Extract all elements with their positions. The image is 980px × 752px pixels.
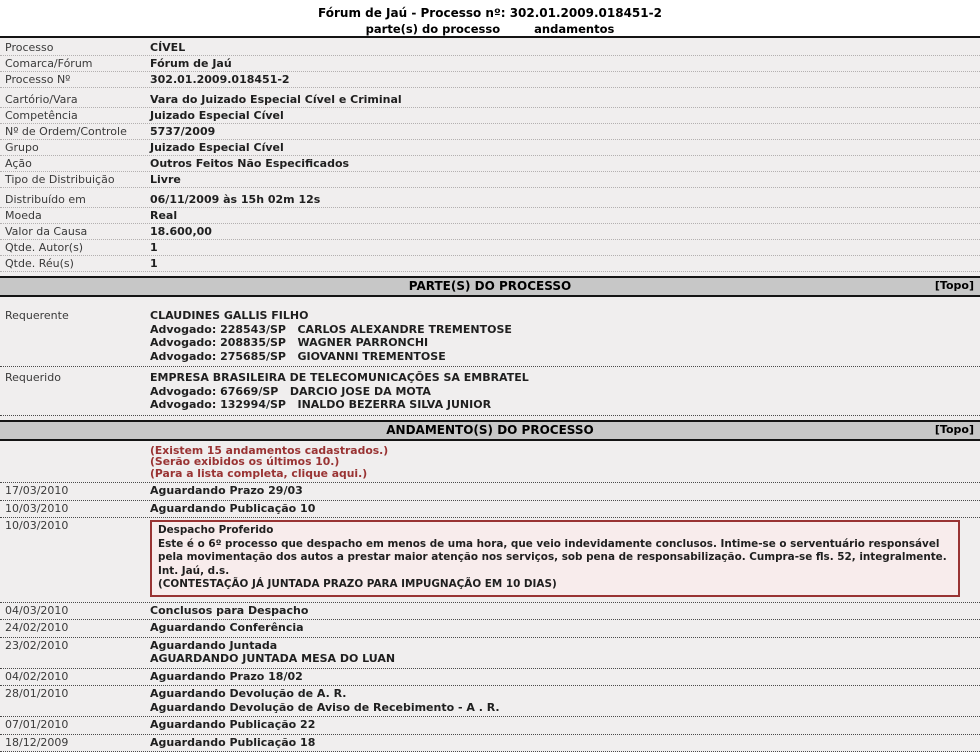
- movement-description: [150, 670, 980, 684]
- detail-row: [0, 224, 980, 240]
- movements-section-header: [0, 420, 980, 441]
- detail-row: [0, 56, 980, 72]
- movement-date: 23/02/2010: [0, 639, 150, 666]
- detail-value: Juizado Especial Cível: [150, 141, 980, 154]
- party-line: EMPRESA BRASILEIRA DE TELECOMUNICAÇÕES SA EMBRATEL: [150, 371, 972, 385]
- parties-section-title: PARTE(S) DO PROCESSO: [409, 279, 571, 293]
- movement-line: Aguardando Publicação 18: [150, 736, 972, 750]
- detail-label: Distribuído em: [0, 193, 150, 206]
- detail-label: Grupo: [0, 141, 150, 154]
- note-count-line: (Existem 15 andamentos cadastrados.): [150, 445, 980, 457]
- party-line: CLAUDINES GALLIS FILHO: [150, 309, 972, 323]
- party-row: [0, 297, 980, 367]
- movement-description: [150, 519, 980, 600]
- topo-link-movements[interactable]: [Topo]: [935, 423, 974, 437]
- detail-row: [0, 124, 980, 140]
- movement-line: AGUARDANDO JUNTADA MESA DO LUAN: [150, 652, 972, 666]
- movement-row: [0, 603, 980, 621]
- party-line: Advogado: 132994/SP INALDO BEZERRA SILVA JUNIOR: [150, 398, 972, 412]
- movement-date: 07/01/2010: [0, 718, 150, 732]
- detail-value: Real: [150, 209, 980, 222]
- movement-line: Aguardando Prazo 18/02: [150, 670, 972, 684]
- detail-value: 18.600,00: [150, 225, 980, 238]
- detail-value: Outros Feitos Não Especificados: [150, 157, 980, 170]
- detail-row: [0, 92, 980, 108]
- detail-value: 1: [150, 257, 980, 270]
- movement-description: [150, 687, 980, 714]
- movement-date: 10/03/2010: [0, 519, 150, 600]
- movement-row: [0, 638, 980, 669]
- detail-value: 06/11/2009 às 15h 02m 12s: [150, 193, 980, 206]
- detail-label: Processo Nº: [0, 73, 150, 86]
- nav-link-andamentos[interactable]: andamentos: [534, 22, 614, 36]
- movement-description: [150, 621, 980, 635]
- movement-description: [150, 639, 980, 666]
- detail-row: [0, 208, 980, 224]
- movement-description: [150, 718, 980, 732]
- movement-date: 04/03/2010: [0, 604, 150, 618]
- process-details-table: [0, 36, 980, 272]
- detail-label: Moeda: [0, 209, 150, 222]
- detail-row: [0, 240, 980, 256]
- detail-value: Livre: [150, 173, 980, 186]
- detail-label: Processo: [0, 41, 150, 54]
- movement-row: [0, 501, 980, 519]
- party-row: [0, 367, 980, 416]
- movement-date: 17/03/2010: [0, 484, 150, 498]
- party-lines: [150, 371, 980, 412]
- movement-line: Este é o 6º processo que despacho em menos de uma hora, que veio indevidamente conclusos. Intime-se o serventuário responsável pela movimentação dos autos a prestar maior atenção nos serviços, sob pena de responsabilização. Cumpra-se fls. 52, integralmente. Int. Jaú, d.s.: [158, 538, 952, 579]
- header-nav: [0, 22, 980, 36]
- detail-label: Competência: [0, 109, 150, 122]
- movement-row: [0, 518, 980, 603]
- detail-label: Valor da Causa: [0, 225, 150, 238]
- movement-line: Aguardando Publicação 22: [150, 718, 972, 732]
- movement-row: [0, 735, 980, 752]
- movement-row: [0, 669, 980, 687]
- movement-date: 04/02/2010: [0, 670, 150, 684]
- detail-row: [0, 72, 980, 88]
- detail-value: Fórum de Jaú: [150, 57, 980, 70]
- detail-row: [0, 156, 980, 172]
- movement-line: Conclusos para Despacho: [150, 604, 972, 618]
- detail-value: 302.01.2009.018451-2: [150, 73, 980, 86]
- movement-line: Aguardando Publicação 10: [150, 502, 972, 516]
- detail-label: Nº de Ordem/Controle: [0, 125, 150, 138]
- nav-link-partes[interactable]: parte(s) do processo: [366, 22, 500, 36]
- movement-line: Aguardando Juntada: [150, 639, 972, 653]
- note-shown-line: (Serão exibidos os últimos 10.): [150, 456, 980, 468]
- movements-section-title: ANDAMENTO(S) DO PROCESSO: [386, 423, 593, 437]
- movement-row: [0, 686, 980, 717]
- movement-description: [150, 502, 980, 516]
- movement-date: 28/01/2010: [0, 687, 150, 714]
- movement-line: Aguardando Prazo 29/03: [150, 484, 972, 498]
- movements-table: [0, 483, 980, 752]
- note-full-list-link[interactable]: (Para a lista completa, clique aqui.): [150, 468, 980, 480]
- detail-value: 1: [150, 241, 980, 254]
- detail-label: Cartório/Vara: [0, 93, 150, 106]
- movement-row: [0, 483, 980, 501]
- page-header: [0, 0, 980, 36]
- party-lines: [150, 309, 980, 363]
- movement-line: Aguardando Devolução de Aviso de Recebimento - A . R.: [150, 701, 972, 715]
- detail-value: CÍVEL: [150, 41, 980, 54]
- movement-description: [150, 736, 980, 750]
- movement-line: Aguardando Devolução de A. R.: [150, 687, 972, 701]
- party-line: Advogado: 67669/SP DARCIO JOSE DA MOTA: [150, 385, 972, 399]
- party-line: Advogado: 208835/SP WAGNER PARRONCHI: [150, 336, 972, 350]
- topo-link-parties[interactable]: [Topo]: [935, 279, 974, 293]
- movement-line: Despacho Proferido: [158, 524, 952, 538]
- detail-label: Qtde. Réu(s): [0, 257, 150, 270]
- movement-row: [0, 717, 980, 735]
- party-role: Requerido: [0, 371, 150, 412]
- detail-label: Tipo de Distribuição: [0, 173, 150, 186]
- detail-row: [0, 40, 980, 56]
- detail-value: Juizado Especial Cível: [150, 109, 980, 122]
- highlighted-movement-box: [150, 520, 960, 597]
- parties-table: [0, 297, 980, 416]
- movement-row: [0, 620, 980, 638]
- movement-date: 18/12/2009: [0, 736, 150, 750]
- detail-label: Ação: [0, 157, 150, 170]
- detail-row: [0, 140, 980, 156]
- detail-row: [0, 256, 980, 272]
- movement-date: 24/02/2010: [0, 621, 150, 635]
- page-title: Fórum de Jaú - Processo nº: 302.01.2009.018451-2: [0, 6, 980, 20]
- movement-description: [150, 604, 980, 618]
- detail-row: [0, 108, 980, 124]
- detail-value: 5737/2009: [150, 125, 980, 138]
- movement-line: (CONTESTAÇÃO JÁ JUNTADA PRAZO PARA IMPUGNAÇÃO EM 10 DIAS): [158, 578, 952, 592]
- parties-section-header: [0, 276, 980, 297]
- movement-line: Aguardando Conferência: [150, 621, 972, 635]
- detail-row: [0, 172, 980, 188]
- party-line: Advogado: 228543/SP CARLOS ALEXANDRE TREMENTOSE: [150, 323, 972, 337]
- movement-date: 10/03/2010: [0, 502, 150, 516]
- detail-value: Vara do Juizado Especial Cível e Criminal: [150, 93, 980, 106]
- movements-notes: [0, 441, 980, 484]
- party-role: Requerente: [0, 309, 150, 363]
- detail-row: [0, 192, 980, 208]
- detail-label: Comarca/Fórum: [0, 57, 150, 70]
- detail-label: Qtde. Autor(s): [0, 241, 150, 254]
- party-line: Advogado: 275685/SP GIOVANNI TREMENTOSE: [150, 350, 972, 364]
- movement-description: [150, 484, 980, 498]
